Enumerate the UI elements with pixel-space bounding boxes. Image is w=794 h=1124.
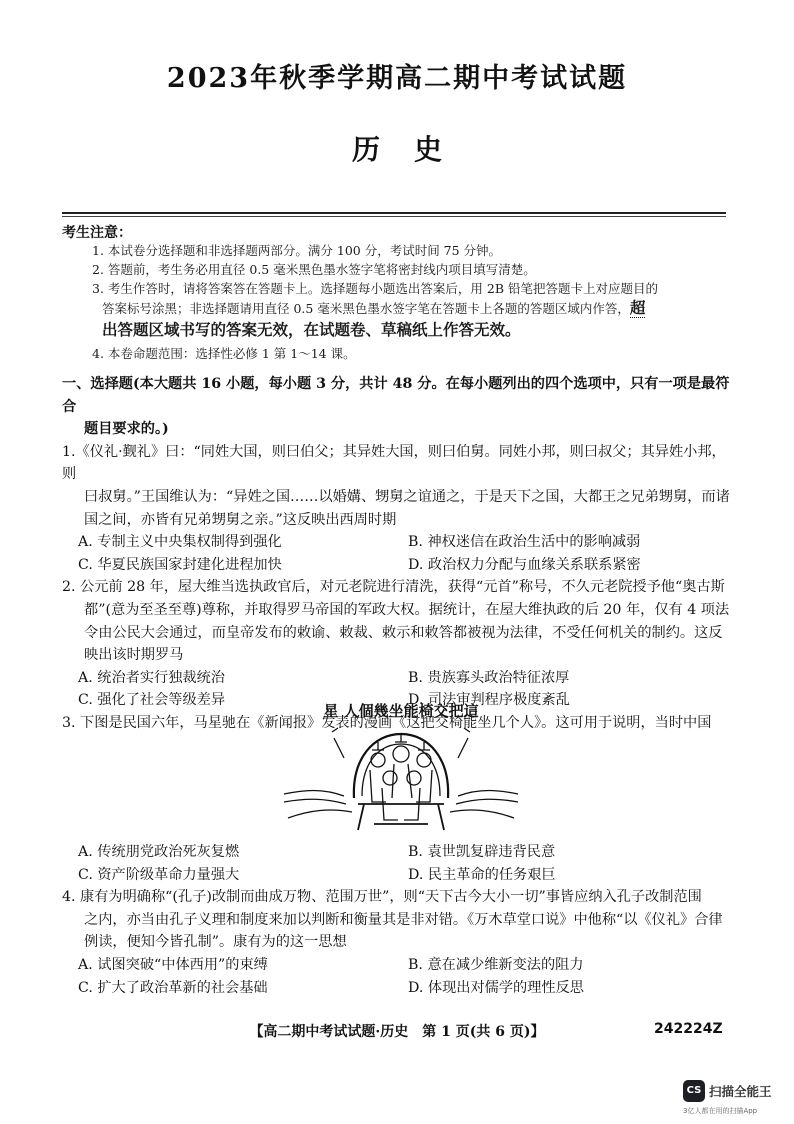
- option-c: C. 资产阶级革命力量强大: [78, 866, 240, 883]
- notice-item: 4. 本卷命题范围：选择性必修 1 第 1～14 课。: [92, 346, 356, 361]
- notice-item: 2. 答题前，考生务必用直径 0.5 毫米黑色墨水签字笔将密封线内项目填写清楚。: [92, 262, 536, 277]
- option-d: D. 政治权力分配与血缘关系联系紧密: [408, 556, 641, 573]
- option-d: D. 司法审判程序极度紊乱: [408, 692, 570, 709]
- divider-line: [62, 212, 726, 214]
- scanner-logo-icon: CS: [683, 1080, 705, 1102]
- questions-part1: [62, 373, 738, 735]
- option-a: A. 统治者实行独裁统治: [78, 669, 225, 686]
- question-line: 1.《仪礼·觐礼》曰：“同姓大国，则曰伯父；其异姓大国，则曰伯舅。同姓小邦，则曰叔父；其异姓小邦，则: [62, 443, 726, 483]
- question-line: 例读，便知今皆孔制”。康有为的这一思想: [84, 934, 347, 951]
- option-b: B. 意在减少维新变法的阻力: [408, 956, 584, 973]
- cartoon-figure: [274, 698, 528, 836]
- scanner-tagline: 3亿人都在用的扫描App: [683, 1107, 758, 1115]
- notice-emphasis: 出答题区域书写的答案无效，在试题卷、草稿纸上作答无效。: [102, 320, 521, 339]
- option-a: A. 专制主义中央集权制得到强化: [78, 534, 282, 551]
- questions-part2: [62, 841, 738, 999]
- question-line: 国之间，亦皆有兄弟甥舅之亲。”这反映出西周时期: [84, 511, 397, 528]
- option-d: D. 民主革命的任务艰巨: [408, 866, 556, 883]
- option-c: C. 强化了社会等级差异: [78, 692, 226, 709]
- scanner-name: 扫描全能王: [709, 1084, 772, 1099]
- section-heading-cont: 题目要求的。): [84, 421, 169, 438]
- paper-code: 242224Z: [654, 1021, 723, 1037]
- question-1: [62, 441, 738, 577]
- question-line: 曰叔舅。”王国维认为：“异姓之国……以婚媾、甥舅之谊通之，于是天下之国，大都王之兄弟甥舅，而诸: [84, 488, 730, 505]
- scanner-watermark: [683, 1080, 787, 1118]
- cartoon-drawing: [284, 728, 518, 830]
- question-line: 之内，亦当由孔子义理和制度来加以判断和衡量其是非对错。《万木草堂口说》中他称“以《仪礼》合律: [84, 911, 723, 928]
- question-line: 4. 康有为明确称“(孔子)改制而曲成万物、范围万世”，则“天下古今大小一切”事皆应纳入孔子改制范围: [62, 889, 702, 906]
- notice-heading: 考生注意：: [62, 225, 132, 241]
- divider-line-thin: [62, 216, 726, 217]
- option-a: A. 传统朋党政治死灰复燃: [78, 844, 240, 860]
- question-4: [62, 886, 738, 999]
- options: [62, 954, 738, 999]
- question-line: 2. 公元前 28 年，屋大维当选执政官后，对元老院进行清洗，获得“元首”称号，不久元老院授予他“奥古斯: [62, 579, 725, 596]
- options: [62, 531, 738, 576]
- notice-item-cont: [92, 298, 704, 318]
- question-line: 都”(意为至圣至尊)尊称，并取得罗马帝国的军政大权。据统计，在屋大维执政的后 20 年，仅有 4 项法: [84, 601, 730, 618]
- question-line: 3. 下图是民国六年，马星驰在《新闻报》发表的漫画《这把交椅能坐几个人》。这可用于说明，当时中国: [62, 714, 712, 731]
- option-c: C. 扩大了政治革新的社会基础: [78, 979, 268, 996]
- option-a: A. 试图突破“中体西用”的束缚: [78, 956, 268, 973]
- exam-title: 2023年秋季学期高二期中考试试题: [166, 63, 628, 94]
- question-line: 令由公民大会通过，而皇帝发布的敕谕、敕裁、敕示和敕答都被视为法律，不受任何机关的制约。这反: [84, 624, 723, 641]
- subject-title: 历史: [351, 133, 476, 166]
- notice-item-text: 答案标号涂黑；非选择题请用直径 0.5 毫米黑色墨水签字笔在答题卡上各题的答题区域内作答，: [102, 301, 630, 316]
- question-2: [62, 576, 738, 712]
- options: [62, 841, 738, 886]
- cartoon-caption: 星 人個幾坐能椅交把這: [323, 702, 479, 720]
- notice-emphasis-start: 超: [629, 298, 646, 317]
- option-b: B. 神权迷信在政治生活中的影响减弱: [408, 534, 641, 551]
- page-footer: 【高二期中考试试题·历史 第 1 页(共 6 页)】: [249, 1024, 545, 1040]
- notice-list: [92, 241, 704, 363]
- notice-item: 1. 本试卷分选择题和非选择题两部分。满分 100 分，考试时间 75 分钟。: [92, 243, 502, 258]
- section-heading: 一、选择题(本大题共 16 小题，每小题 3 分，共计 48 分。在每小题列出的四个选项中，只有一项是最符合: [62, 376, 730, 415]
- option-d: D. 体现出对儒学的理性反思: [408, 979, 584, 996]
- option-b: B. 贵族寡头政治特征浓厚: [408, 669, 570, 686]
- notice-item: 3. 考生作答时，请将答案答在答题卡上。选择题每小题选出答案后，用 2B 铅笔把答题卡上对应题目的: [92, 281, 658, 296]
- option-c: C. 华夏民族国家封建化进程加快: [78, 556, 282, 573]
- option-b: B. 袁世凯复辟违背民意: [408, 844, 556, 860]
- question-line: 映出该时期罗马: [84, 647, 184, 664]
